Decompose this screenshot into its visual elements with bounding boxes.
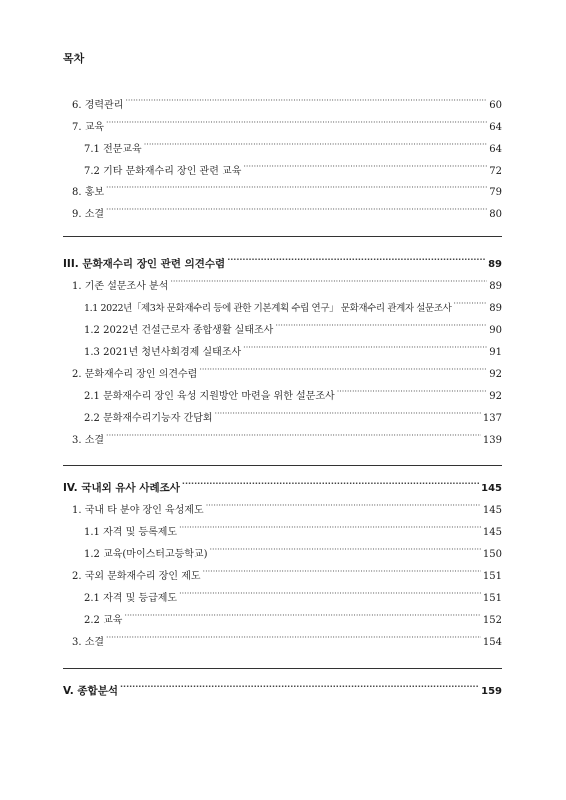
toc-entry[interactable] [84, 341, 502, 358]
toc-entry[interactable] [72, 203, 502, 220]
toc-entry-page: 139 [482, 435, 502, 446]
toc-entry-page: 145 [482, 527, 502, 538]
toc-entry[interactable] [84, 297, 502, 314]
section-divider [63, 236, 502, 237]
toc-chapter-page: 145 [481, 483, 502, 494]
leader-dots [182, 477, 479, 491]
toc-entry-page: 150 [482, 549, 502, 560]
toc-entry-page: 152 [482, 615, 502, 626]
leader-dots [206, 499, 481, 513]
toc-entry[interactable] [84, 407, 502, 424]
leader-dots [106, 631, 481, 645]
toc-entry-label: 2.1 자격 및 등급제도 [84, 593, 178, 604]
toc-entry-page: 79 [489, 187, 502, 198]
toc-entry-label: 2.2 문화재수리기능자 간담회 [84, 413, 213, 424]
toc-entry-page: 92 [489, 391, 502, 402]
toc-entry[interactable] [72, 116, 502, 133]
leader-dots [106, 116, 487, 130]
toc-entry-page: 145 [482, 505, 502, 516]
leader-dots [243, 160, 487, 174]
toc-entry[interactable] [72, 275, 502, 292]
toc-entry[interactable] [72, 363, 502, 380]
leader-dots [106, 181, 487, 195]
leader-dots [179, 521, 481, 535]
toc-entry[interactable] [84, 609, 502, 626]
toc-chapter-page: 159 [481, 686, 502, 697]
toc-entry-label: 1.1 자격 및 등록제도 [84, 527, 178, 538]
toc-entry-page: 137 [482, 413, 502, 424]
leader-dots [215, 407, 481, 421]
toc-entry-label: 2.2 교육 [84, 615, 123, 626]
toc-entry-page: 64 [489, 144, 502, 155]
toc-entry[interactable] [72, 429, 502, 446]
toc-entry[interactable] [84, 543, 502, 560]
toc-chapter-label: V. 종합분석 [63, 685, 118, 697]
toc-entry[interactable] [84, 587, 502, 604]
toc-entry[interactable] [72, 565, 502, 582]
toc-entry-page: 91 [489, 347, 502, 358]
toc-entry-label: 8. 홍보 [72, 187, 105, 198]
toc-entry[interactable] [84, 319, 502, 336]
leader-dots [125, 94, 487, 108]
leader-dots [453, 297, 487, 311]
toc-entry-label: 7.2 기타 문화재수리 장인 관련 교육 [84, 166, 242, 177]
leader-dots [210, 543, 481, 557]
toc-entry-label: 2. 문화재수리 장인 의견수렴 [72, 369, 198, 380]
toc-entry-page: 151 [482, 571, 502, 582]
leader-dots [179, 587, 481, 601]
toc-entry-page: 92 [489, 369, 502, 380]
toc-entry-label: 2.1 문화재수리 장인 육성 지원방안 마련을 위한 설문조사 [84, 391, 335, 402]
toc-entry[interactable] [84, 160, 502, 177]
leader-dots [199, 363, 487, 377]
toc-entry-page: 60 [489, 100, 502, 111]
toc-chapter-label: IV. 국내외 유사 사례조사 [63, 482, 180, 494]
leader-dots [124, 609, 481, 623]
leader-dots [170, 275, 487, 289]
toc-entry[interactable] [72, 499, 502, 516]
toc-entry-page: 64 [489, 122, 502, 133]
toc-entry-label: 1.3 2021년 청년사회경제 실태조사 [84, 347, 242, 358]
toc-entry-page: 80 [489, 209, 502, 220]
toc-entry-page: 89 [489, 281, 502, 292]
toc-chapter-heading[interactable] [63, 253, 502, 270]
toc-entry-label: 3. 소결 [72, 435, 105, 446]
toc-chapter-heading[interactable] [63, 477, 502, 494]
toc-chapter-heading[interactable] [63, 680, 502, 697]
leader-dots [120, 680, 479, 694]
leader-dots [243, 341, 487, 355]
toc-entry[interactable] [72, 631, 502, 648]
toc-chapter-page: 89 [488, 259, 502, 270]
toc-entry[interactable] [84, 385, 502, 402]
toc-entry-label: 2. 국외 문화재수리 장인 제도 [72, 571, 201, 582]
toc-entry-label: 1. 국내 타 분야 장인 육성제도 [72, 505, 204, 516]
toc-entry-page: 89 [489, 303, 502, 314]
toc-entry-label: 7. 교육 [72, 122, 105, 133]
page-title: 목차 [63, 52, 85, 65]
toc-entry-label: 1.2 교육(마이스터고등학교) [84, 549, 208, 560]
toc-entry[interactable] [84, 521, 502, 538]
toc-entry-label: 3. 소결 [72, 637, 105, 648]
leader-dots [106, 203, 487, 217]
section-divider [63, 465, 502, 466]
toc-entry-page: 154 [482, 637, 502, 648]
toc-entry-page: 151 [482, 593, 502, 604]
toc-entry-label: 6. 경력관리 [72, 100, 124, 111]
leader-dots [275, 319, 487, 333]
toc-entry-label: 9. 소결 [72, 209, 105, 220]
toc-chapter-label: III. 문화재수리 장인 관련 의견수렴 [63, 258, 226, 270]
leader-dots [227, 253, 486, 267]
leader-dots [106, 429, 481, 443]
leader-dots [337, 385, 488, 399]
section-divider [63, 668, 502, 669]
toc-entry-label: 7.1 전문교육 [84, 144, 142, 155]
leader-dots [203, 565, 481, 579]
toc-entry[interactable] [84, 138, 502, 155]
toc-entry-label: 1.1 2022년「제3차 문화재수리 등에 관한 기본계획 수립 연구」 문화재수리 관계자 설문조사 [84, 303, 452, 314]
toc-entry[interactable] [72, 94, 502, 111]
toc-entry-label: 1.2 2022년 건설근로자 종합생활 실태조사 [84, 325, 274, 336]
toc-entry-page: 90 [489, 325, 502, 336]
toc-entry[interactable] [72, 181, 502, 198]
toc-entry-page: 72 [489, 166, 502, 177]
toc-entry-label: 1. 기존 설문조사 분석 [72, 281, 169, 292]
leader-dots [144, 138, 488, 152]
